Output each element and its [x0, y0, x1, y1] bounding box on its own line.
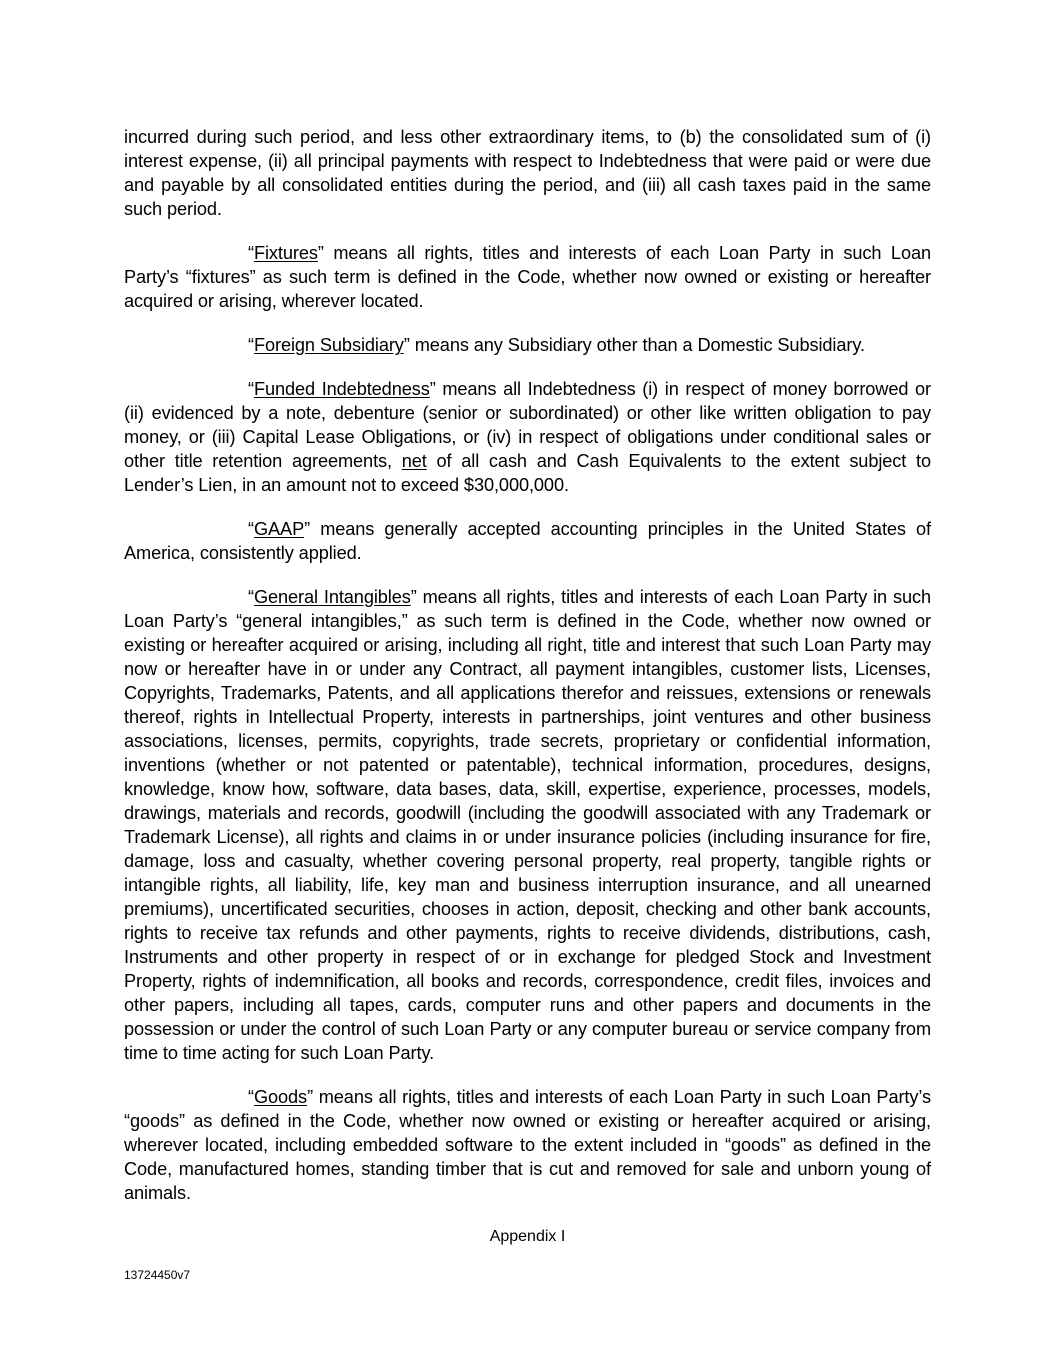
open-quote: “: [248, 587, 254, 607]
definition-text: means all rights, titles and interests of each Loan Party in such Loan Party’s “goods” as defined in the Code, whether now owned or existing or hereafter acquired or arising, wherever located, including embedded software to the extent included in “goods” as defined in the Code, manufactured homes, standing timber that is cut and removed for sale and unborn young of animals.: [124, 1087, 931, 1203]
defined-term: GAAP: [253, 519, 305, 539]
open-quote: “: [248, 1087, 254, 1107]
paragraph-continuation: [124, 125, 931, 221]
close-quote: ”: [317, 243, 324, 263]
close-quote: ”: [403, 335, 410, 355]
open-quote: “: [248, 379, 254, 399]
open-quote: “: [248, 243, 254, 263]
close-quote: ”: [429, 379, 436, 399]
definition-text: means all rights, titles and interests of each Loan Party in such Loan Party’s “general intangibles,” as such term is defined in the Code, whether now owned or existing or hereafter acquired or arising, including all right, title and interest that such Loan Party may now or hereafter have in or under any Contract, all payment intangibles, customer lists, Licenses, Copyrights, Trademarks, Patents, and all applications therefor and reissues, extensions or renewals thereof, rights in Intellectual Property, interests in partnerships, joint ventures and other business associations, licenses, permits, copyrights, trade secrets, proprietary or confidential information, inventions (whether or not patented or patentable), technical information, procedures, designs, knowledge, know how, software, data bases, data, skill, expertise, experience, processes, models, drawings, materials and records, goodwill (including the goodwill associated with any Trademark or Trademark License), all rights and claims in or under insurance policies (including insurance for fire, damage, loss and casualty, whether covering personal property, real property, tangible rights or intangible rights, all liability, life, key man and business interruption insurance, and all unearned premiums), uncertificated securities, chooses in action, deposit, checking and other bank accounts, rights to receive tax refunds and other payments, rights to receive dividends, distributions, cash, Instruments and other property in respect of or in exchange for pledged Stock and Investment Property, rights of indemnification, all books and records, correspondence, credit files, invoices and other papers, including all tapes, cards, computer runs and other papers and documents in the possession or under the control of such Loan Party or any computer bureau or service company from time to time acting for such Loan Party.: [124, 587, 931, 1063]
definition-general-intangibles: [124, 585, 931, 1065]
close-quote: ”: [410, 587, 417, 607]
defined-term: Foreign Subsidiary: [253, 335, 404, 355]
close-quote: ”: [304, 519, 311, 539]
definition-funded-indebtedness: [124, 377, 931, 497]
definition-foreign-subsidiary: [124, 333, 931, 357]
defined-term: Fixtures: [253, 243, 318, 263]
defined-term: Funded Indebtedness: [253, 379, 430, 399]
paragraph-text: incurred during such period, and less other extraordinary items, to (b) the consolidated sum of (i) interest expense, (ii) all principal payments with respect to Indebtedness that were paid or were due and payable by all consolidated entities during the period, and (iii) all cash taxes paid in the same such period.: [124, 127, 931, 219]
definition-fixtures: [124, 241, 931, 313]
definition-gaap: [124, 517, 931, 565]
defined-term: Goods: [253, 1087, 308, 1107]
definition-goods: [124, 1085, 931, 1205]
document-id: 13724450v7: [124, 1268, 191, 1282]
definition-text-continued: of all cash and Cash Equivalents to the extent subject to Lender’s Lien, in an amount not to exceed $30,000,000.: [124, 451, 931, 495]
definition-text: means any Subsidiary other than a Domestic Subsidiary.: [409, 335, 865, 355]
definition-text: means all rights, titles and interests of each Loan Party in such Loan Party’s “fixtures” as such term is defined in the Code, whether now owned or existing or hereafter acquired or arising, wherever located.: [124, 243, 931, 311]
net-term: net: [401, 451, 427, 471]
definition-text: means generally accepted accounting principles in the United States of America, consistently applied.: [124, 519, 931, 563]
definition-text: means all Indebtedness (i) in respect of money borrowed or (ii) evidenced by a note, debenture (senior or subordinated) or other like written obligation to pay money, or (iii) Capital Lease Obligations, or (iv) in respect of obligations under conditional sales or other title retention agreements,: [124, 379, 931, 471]
appendix-footer: Appendix I: [489, 1228, 566, 1245]
open-quote: “: [248, 519, 254, 539]
document-body: [124, 125, 931, 1225]
close-quote: ”: [307, 1087, 314, 1107]
defined-term: General Intangibles: [253, 587, 411, 607]
open-quote: “: [248, 335, 254, 355]
